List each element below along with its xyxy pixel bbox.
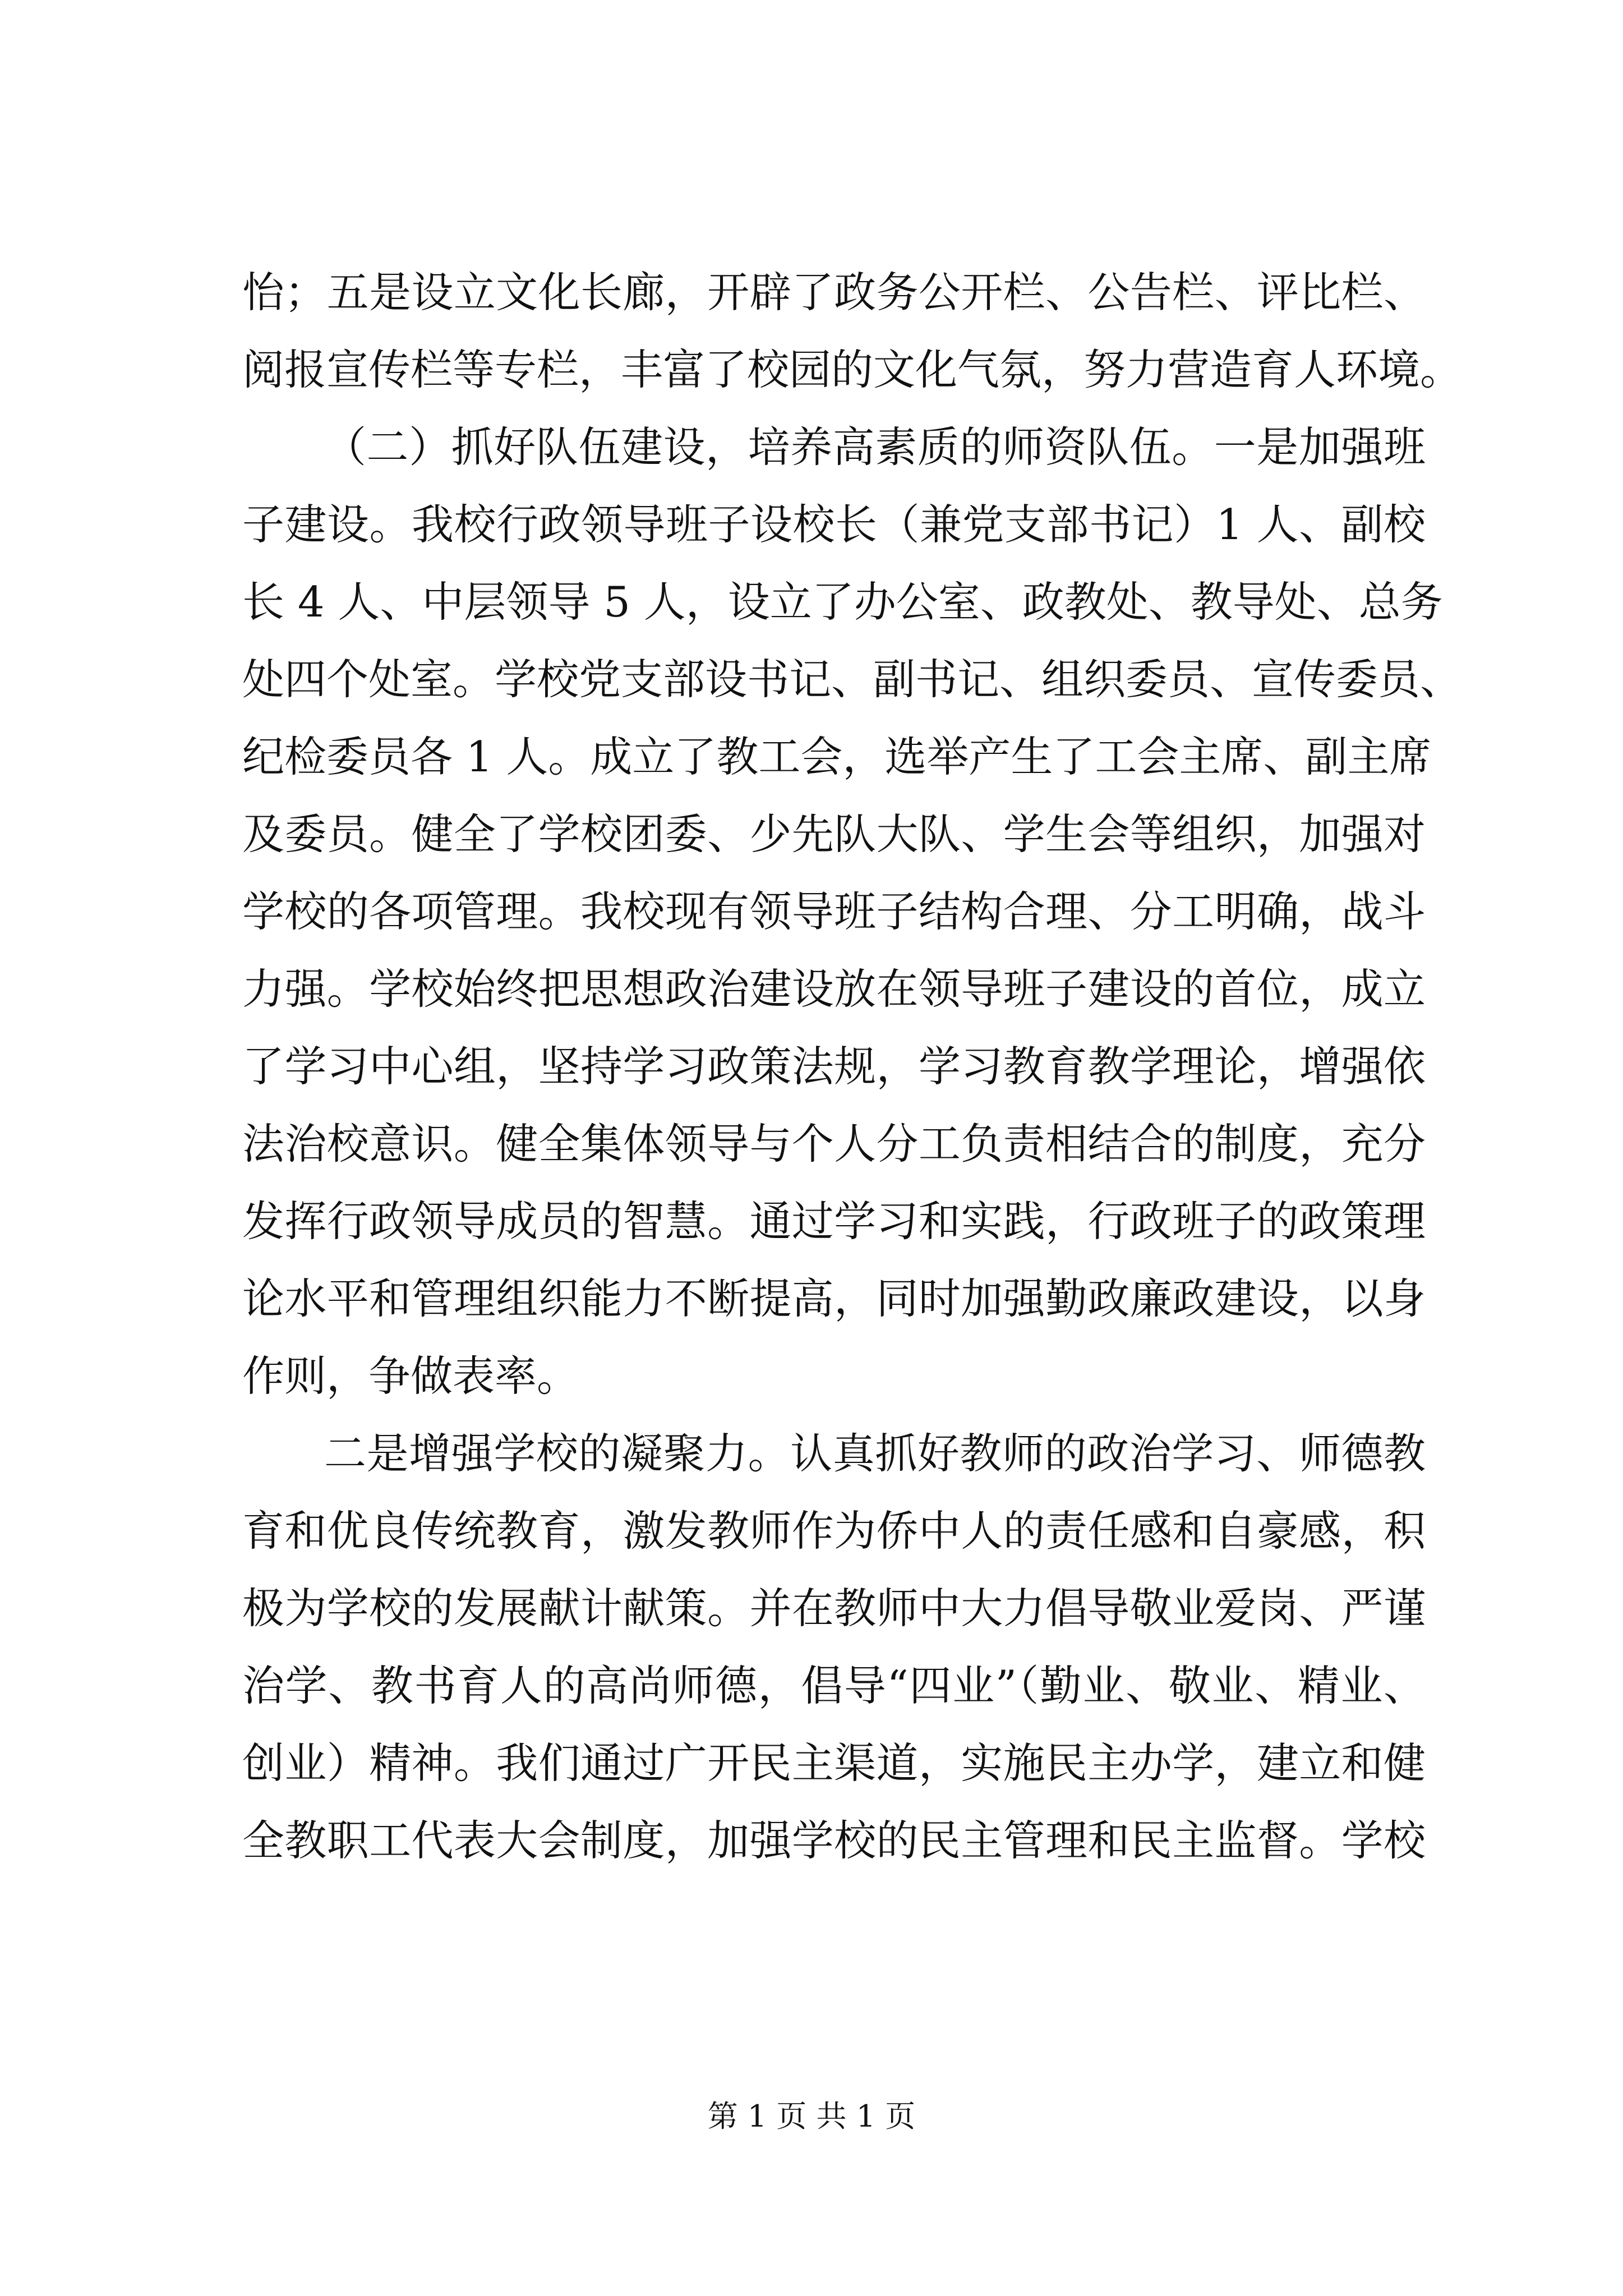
text-line: 创业）精神。我们通过广开民主渠道，实施民主办学，建立和健 bbox=[242, 1738, 1426, 1788]
text-line: 纪检委员各 1 人。成立了教工会，选举产生了工会主席、副主席 bbox=[242, 732, 1432, 781]
text-line: 怡；五是设立文化长廊，开辟了政务公开栏、公告栏、评比栏、 bbox=[242, 268, 1426, 317]
text-line: 阅报宣传栏等专栏，丰富了校园的文化气氛，努力营造育人环境。 bbox=[242, 345, 1463, 394]
text-line: 育和优良传统教育，激发教师作为侨中人的责任感和自豪感，积 bbox=[242, 1506, 1426, 1556]
paragraph-end-line: 作则，争做表率。 bbox=[242, 1351, 579, 1401]
text-line: 学校的各项管理。我校现有领导班子结构合理、分工明确，战斗 bbox=[242, 887, 1426, 936]
text-line: 了学习中心组，坚持学习政策法规，学习教育教学理论，增强依 bbox=[242, 1042, 1426, 1091]
text-line: 论水平和管理组织能力不断提高，同时加强勤政廉政建设，以身 bbox=[242, 1274, 1426, 1323]
page-number-footer: 第 1 页 共 1 页 bbox=[707, 2099, 916, 2134]
paragraph-start-line: （二）抓好队伍建设，培养高素质的师资队伍。一是加强班 bbox=[324, 422, 1426, 472]
text-line: 长 4 人、中层领导 5 人，设立了办公室、政教处、教导处、总务 bbox=[242, 577, 1443, 627]
text-line: 子建设。我校行政领导班子设校长（兼党支部书记）1 人、副校 bbox=[242, 500, 1426, 549]
text-line: 发挥行政领导成员的智慧。通过学习和实践，行政班子的政策理 bbox=[242, 1197, 1426, 1246]
text-line: 极为学校的发展献计献策。并在教师中大力倡导敬业爱岗、严谨 bbox=[242, 1584, 1426, 1633]
text-line: 及委员。健全了学校团委、少先队大队、学生会等组织，加强对 bbox=[242, 809, 1426, 859]
text-line: 处四个处室。学校党支部设书记、副书记、组织委员、宣传委员、 bbox=[242, 655, 1463, 704]
text-line: 力强。学校始终把思想政治建设放在领导班子建设的首位，成立 bbox=[242, 964, 1426, 1014]
paragraph-start-line: 二是增强学校的凝聚力。认真抓好教师的政治学习、师德教 bbox=[324, 1429, 1426, 1478]
text-line: 法治校意识。健全集体领导与个人分工负责相结合的制度，充分 bbox=[242, 1119, 1426, 1168]
body-text bbox=[242, 254, 1463, 1879]
text-line: 治学、教书育人的高尚师德，倡导“四业”（勤业、敬业、精业、 bbox=[242, 1661, 1426, 1710]
text-line: 全教职工代表大会制度，加强学校的民主管理和民主监督。学校 bbox=[242, 1816, 1426, 1865]
